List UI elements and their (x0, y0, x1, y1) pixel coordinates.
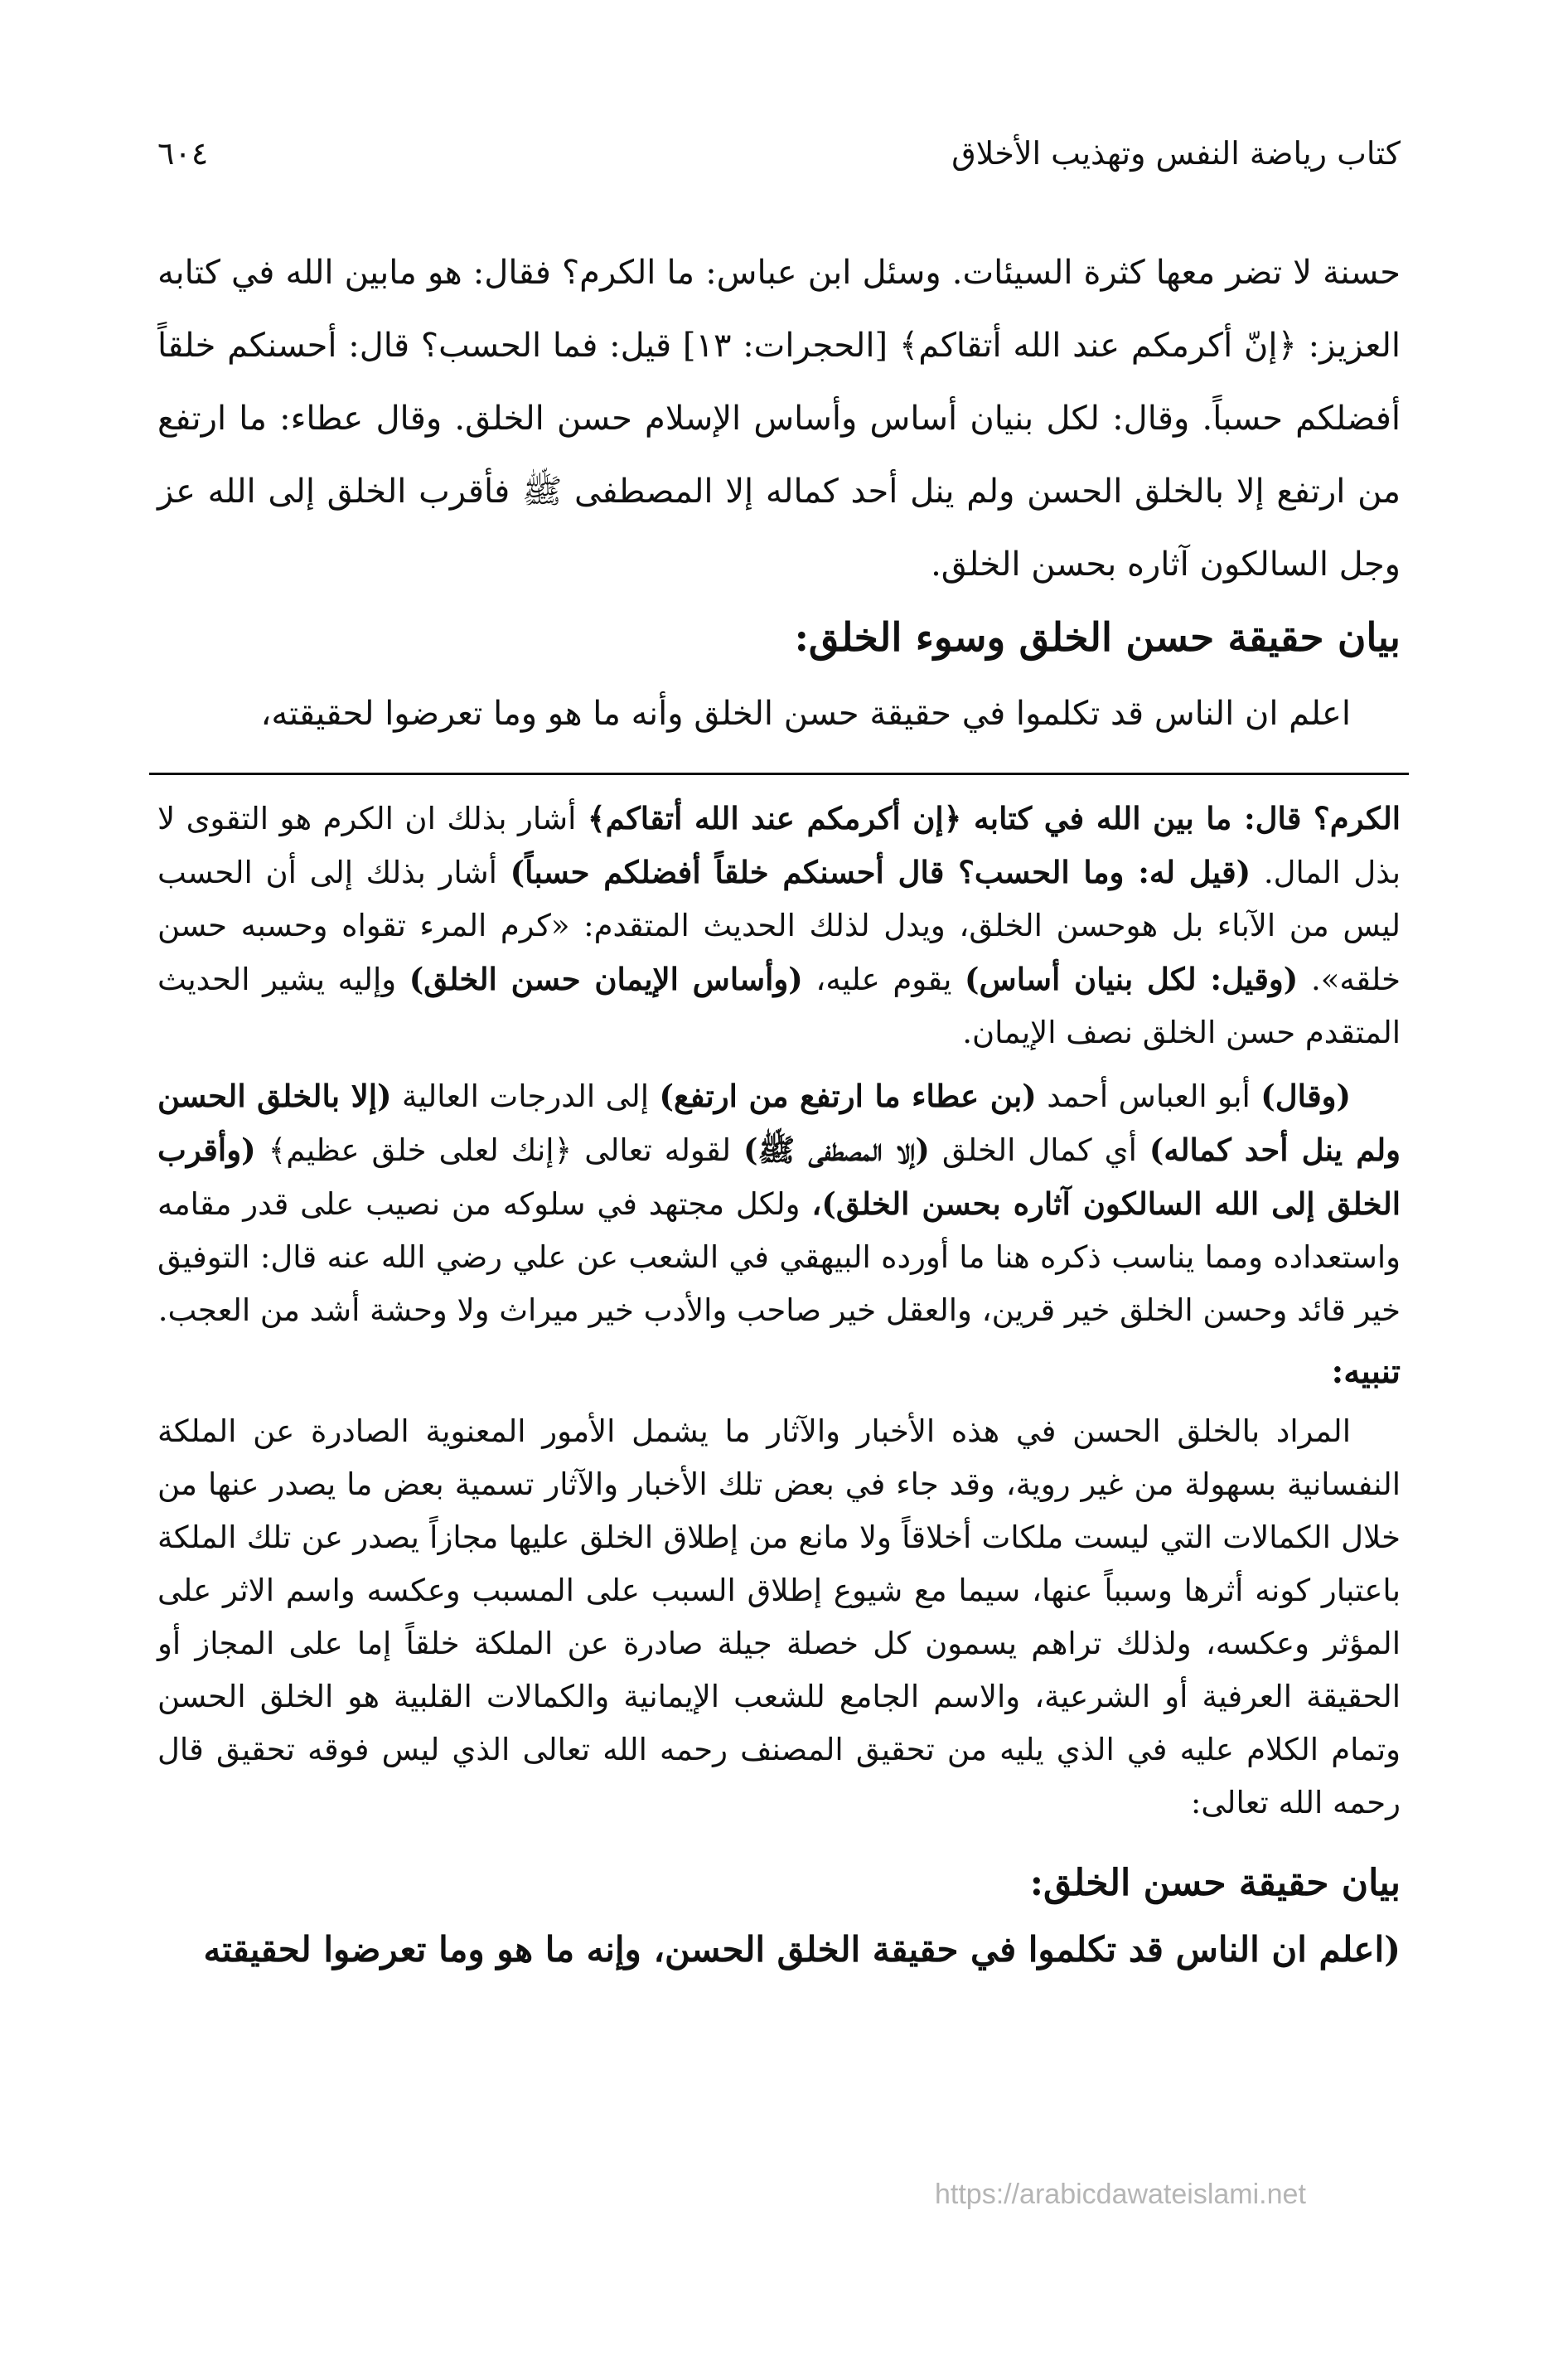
page-number: ٦٠٤ (157, 135, 209, 172)
quoted-text: (بن عطاء ما ارتفع من ارتفع) (659, 1078, 1037, 1114)
quoted-text: الكرم؟ قال: ما بين الله في كتابه ﴿إن أكرمكم عند الله أتقاكم﴾ (587, 800, 1401, 836)
note-paragraph: المراد بالخلق الحسن في هذه الأخبار والآثار ما يشمل الأمور المعنوية الصادرة عن الملكة النفسانية بسهولة من غير روية، وقد جاء في بعض تلك الأخبار والآثار تسمية بعض ما يصدر عنها من خلال الكمالات التي ليست ملكات أخلاقاً ولا مانع من إطلاق الخلق عليها مجازاً يصدر عن تلك الملكة باعتبار كونه أثرها وسبباً عنها، سيما مع شيوع إطلاق السبب على المسبب وعكسه واسم الاثر على المؤثر وعكسه، ولذلك تراهم يسمون كل خصلة جيلة صادرة عن الملكة خلقاً إما على المجاز أو الحقيقة العرفية أو الشرعية، والاسم الجامع للشعب الإيمانية والكمالات القلبية هو الخلق الحسن وتمام الكلام عليه في الذي يليه من تحقيق المصنف رحمه الله تعالى الذي ليس فوقه تحقيق قال رحمه الله تعالى: (157, 1413, 1401, 1820)
commentary-text (157, 792, 1401, 1980)
quoted-text: (وأقرب الخلق إلى الله السالكون آثاره بحسن الخلق)، (157, 1132, 1401, 1222)
separator-rule (149, 773, 1409, 775)
commentary-paragraph-2 (157, 1069, 1401, 1337)
commentary-text: ولكل مجتهد في سلوكه من نصيب على قدر مقامه واستعداده ومما يناسب ذكره هنا ما أورده البيهقي في الشعب عن علي رضي الله عنه قال: التوفيق خير قائد وحسن الخلق خير قرين، والعقل خير صاحب والأدب خير ميراث ولا وحشة أشد من العجب. (157, 1186, 1401, 1328)
commentary-text: وإليه يشير الحديث المتقدم حسن الخلق نصف الإيمان. (157, 962, 1401, 1050)
watermark-url: https://arabicdawateislami.net (935, 2179, 1306, 2210)
running-header (157, 124, 1401, 182)
book-title: كتاب رياضة النفس وتهذيب الأخلاق (951, 135, 1401, 172)
commentary-text: لقوله تعالى ﴿إنك لعلى خلق عظيم﴾ (268, 1132, 731, 1168)
main-paragraph-2: اعلم ان الناس قد تكلموا في حقيقة حسن الخلق وأنه ما هو وما تعرضوا لحقيقته، (260, 695, 1351, 733)
section-heading: بيان حقيقة حسن الخلق وسوء الخلق: (794, 615, 1401, 661)
quoted-text: (وقال) (1260, 1078, 1352, 1114)
commentary-text: أشار بذلك إلى أن الحسب ليس من الآباء بل هوحسن الخلق، ويدل لذلك الحديث المتقدم: «كرم المرء تقواه وحسبه حسن خلقه». (157, 855, 1401, 997)
main-paragraph: حسنة لا تضر معها كثرة السيئات. وسئل ابن عباس: ما الكرم؟ فقال: هو مابين الله في كتابه العزيز: ﴿إنّ أكرمكم عند الله أتقاكم﴾ [الحجرات: ١٣] قيل: فما الحسب؟ قال: أحسنكم خلقاً أفضلكم حسباً. وقال: لكل بنيان أساس وأساس الإسلام حسن الخلق. وقال عطاء: ما ارتفع من ارتفع إلا بالخلق الحسن ولم ينل أحد كماله إلا المصطفى ﷺ فأقرب الخلق إلى الله عز وجل السالكون آثاره بحسن الخلق. (157, 254, 1401, 584)
quoted-text: (وأساس الإيمان حسن الخلق) (409, 961, 803, 997)
commentary-text: أشار بذلك ان الكرم هو التقوى لا بذل المال. (157, 801, 1401, 890)
quoted-text: (إلا المصطفى ﷺ) (743, 1132, 930, 1168)
quoted-text: (إلا بالخلق الحسن ولم ينل أحد كماله) (157, 1078, 1401, 1168)
final-quoted-line: (اعلم ان الناس قد تكلموا في حقيقة الخلق الحسن، وإنه ما هو وما تعرضوا لحقيقته (203, 1929, 1401, 1970)
commentary-paragraph-1 (157, 792, 1401, 1059)
main-text (157, 236, 1401, 750)
quoted-text: (وقيل: لكل بنيان أساس) (965, 961, 1299, 997)
commentary-text: يقوم عليه، (815, 962, 952, 997)
commentary-text: أبو العباس أحمد (1047, 1079, 1251, 1114)
section-heading-2: بيان حقيقة حسن الخلق: (1029, 1862, 1401, 1904)
quoted-text: (قيل له: وما الحسب؟ قال أحسنكم خلقاً أفضلكم حسباً) (510, 854, 1251, 890)
commentary-text: إلى الدرجات العالية (401, 1079, 650, 1114)
commentary-text: أي كمال الخلق (941, 1132, 1137, 1168)
note-heading: تنبيه: (1331, 1352, 1401, 1391)
